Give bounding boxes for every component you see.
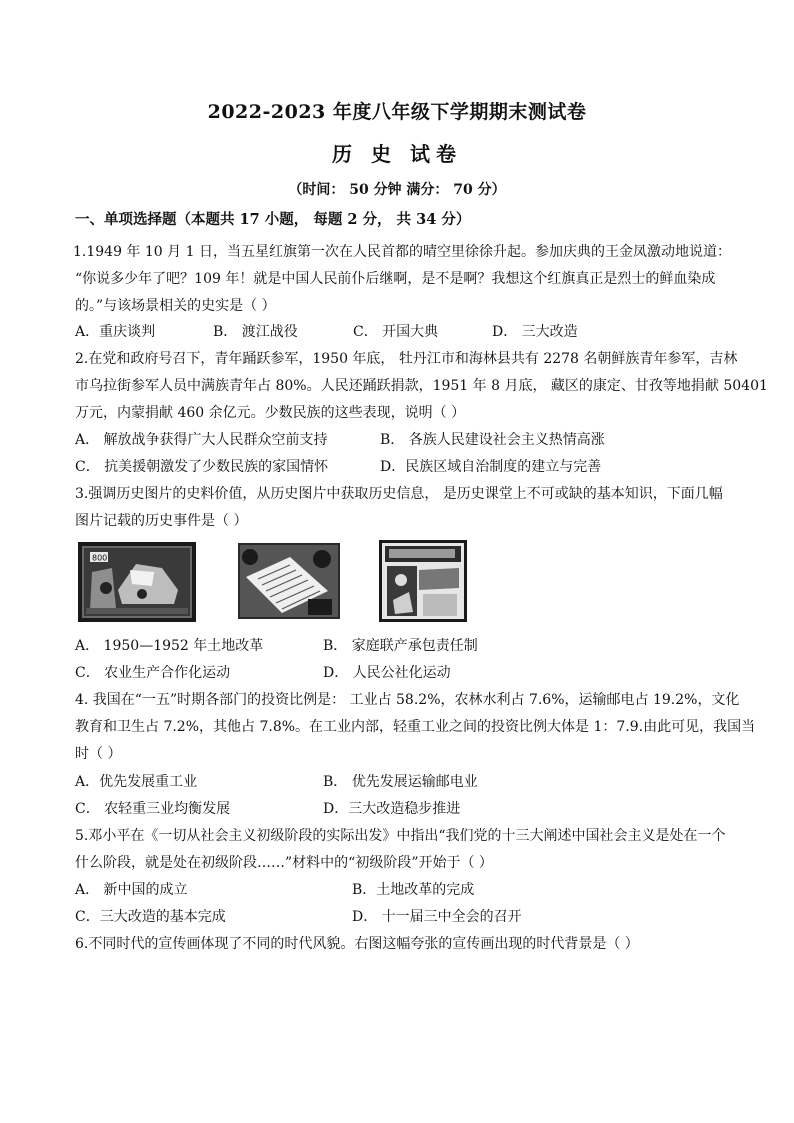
- q5-option-b[interactable]: B．土地改革的完成: [352, 882, 475, 898]
- q2-option-c[interactable]: C． 抗美援朝激发了少数民族的家国情怀: [75, 459, 329, 475]
- q3-line-2: 图片记载的历史事件是（ ）: [75, 513, 248, 529]
- q3-option-b[interactable]: B． 家庭联产承包责任制: [323, 638, 478, 654]
- section-heading: 一、单项选择题（本题共 17 小题， 每题 2 分， 共 34 分）: [75, 211, 471, 228]
- q5-option-c[interactable]: C．三大改造的基本完成: [75, 909, 226, 925]
- q1-option-d[interactable]: D． 三大改造: [492, 324, 578, 340]
- exam-meta: （时间： 50 分钟 满分： 70 分）: [288, 182, 506, 198]
- q4-line-2: 教育和卫生占 7.2%，其他占 7.8%。在工业内部，轻重工业之间的投资比例大体是 1：7.9.由此可见，我国当: [75, 719, 756, 735]
- q2-option-d[interactable]: D．民族区域自治制度的建立与完善: [380, 459, 602, 475]
- q2-line-3: 万元，内蒙捐献 460 余亿元。少数民族的这些表现，说明（ ）: [75, 405, 466, 421]
- q3-line-1: 3.强调历史图片的史料价值，从历史图片中获取历史信息， 是历史课堂上不可或缺的基本知识，下面几幅: [75, 486, 723, 502]
- exam-title: 2022-2023 年度八年级下学期期末测试卷: [207, 101, 587, 123]
- q2-option-b[interactable]: B． 各族人民建设社会主义热情高涨: [380, 432, 605, 448]
- q1-line-2: “你说多少年了吧？109 年！就是中国人民前仆后继啊，是不是啊？我想这个红旗真正是烈士的鲜血染成: [75, 271, 716, 287]
- q2-option-a[interactable]: A． 解放战争获得广大人民群众空前支持: [75, 432, 328, 448]
- q3-option-d[interactable]: D． 人民公社化运动: [323, 665, 451, 681]
- stamp-value: 800: [92, 553, 108, 563]
- q2-line-2: 市乌拉街参军人员中满族青年占 80%。人民还踊跃捐款，1951 年 8 月底， 藏区的康定、甘孜等地捐献 50401: [75, 378, 768, 394]
- subject-title: 历 史 试卷: [332, 142, 462, 166]
- q6-line-1: 6.不同时代的宣传画体现了不同的时代风貌。右图这幅夸张的宣传画出现的时代背景是（ ）: [75, 936, 639, 952]
- q3-option-c[interactable]: C． 农业生产合作化运动: [75, 665, 231, 681]
- newspaper-image: [238, 543, 340, 619]
- q1-option-b[interactable]: B． 渡江战役: [213, 324, 298, 340]
- q4-line-1: 4. 我国在“一五”时期各部门的投资比例是： 工业占 58.2%，农林水利占 7.6%，运输邮电占 19.2%，文化: [75, 692, 740, 708]
- q1-line-3: 的。”与该场景相关的史实是（ ）: [75, 298, 276, 314]
- q5-option-a[interactable]: A． 新中国的成立: [75, 882, 188, 898]
- q4-option-c[interactable]: C． 农轻重三业均衡发展: [75, 801, 231, 817]
- q3-option-a[interactable]: A． 1950—1952 年土地改革: [75, 638, 264, 654]
- q4-option-a[interactable]: A．优先发展重工业: [75, 774, 198, 790]
- poster-image: [379, 540, 467, 622]
- q1-option-c[interactable]: C． 开国大典: [353, 324, 439, 340]
- q4-line-3: 时（ ）: [75, 746, 122, 762]
- q4-option-d[interactable]: D．三大改造稳步推进: [323, 801, 461, 817]
- q1-line-1: 1.1949 年 10 月 1 日，当五星红旗第一次在人民首都的晴空里徐徐升起。参加庆典的王金凤激动地说道：: [73, 244, 731, 260]
- stamp-image: [78, 542, 196, 622]
- q5-line-1: 5.邓小平在《一切从社会主义初级阶段的实际出发》中指出“我们党的十三大阐述中国社会主义是处在一个: [75, 828, 726, 844]
- q5-line-2: 什么阶段，就是处在初级阶段……”材料中的“初级阶段”开始于（ ）: [75, 855, 493, 871]
- q2-line-1: 2.在党和政府号召下，青年踊跃参军，1950 年底， 牡丹江市和海林县共有 2278 名朝鲜族青年参军，吉林: [75, 351, 738, 367]
- q5-option-d[interactable]: D． 十一届三中全会的召开: [352, 909, 522, 925]
- q4-option-b[interactable]: B． 优先发展运输邮电业: [323, 774, 478, 790]
- q1-option-a[interactable]: A．重庆谈判: [75, 324, 156, 340]
